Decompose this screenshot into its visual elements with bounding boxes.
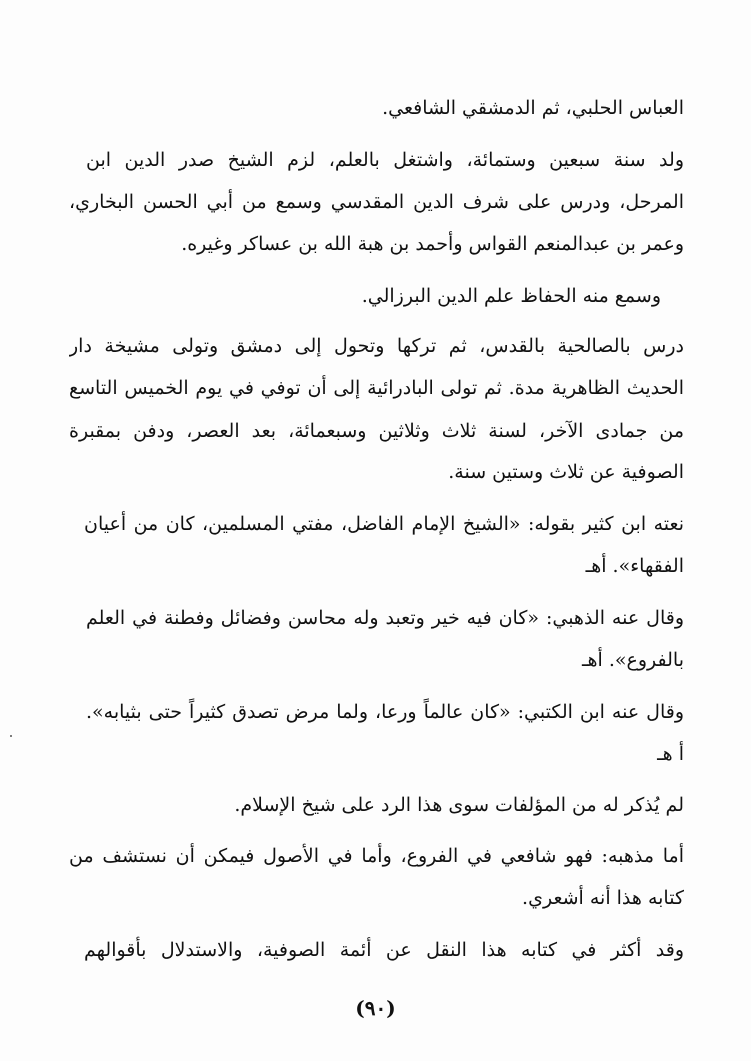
text-line-19: وقد أكثر في كتابه هذا النقل عن أئمة الصوفية، والاستدلال بأقوالهم xyxy=(84,939,684,961)
page-number: (٩٠) xyxy=(355,996,396,1020)
text-line-8: من جمادى الآخر، لسنة ثلاث وثلاثين وسبعمائة، بعد العصر، ودفن بمقبرة xyxy=(69,420,684,442)
text-line-4: وعمر بن عبدالمنعم القواس وأحمد بن هبة الله بن عساكر وغيره. xyxy=(181,233,684,255)
text-line-15: أ هـ xyxy=(657,743,684,765)
text-line-16: لم يُذكر له من المؤلفات سوى هذا الرد على شيخ الإسلام. xyxy=(234,794,684,816)
scan-speck xyxy=(10,735,12,737)
text-line-5: وسمع منه الحفاظ علم الدين البرزالي. xyxy=(361,285,661,307)
text-line-14: وقال عنه ابن الكتبي: «كان عالماً ورعا، ولما مرض تصدق كثيراً حتى بثيابه». xyxy=(86,701,684,723)
text-line-7: الحديث الظاهرية مدة. ثم تولى البادرائية إلى أن توفي في يوم الخميس التاسع xyxy=(69,377,684,399)
text-line-18: كتابه هذا أنه أشعري. xyxy=(522,887,684,909)
text-line-11: الفقهاء». أهـ xyxy=(585,555,684,577)
text-line-1: العباس الحلبي، ثم الدمشقي الشافعي. xyxy=(382,97,684,119)
text-line-17: أما مذهبه: فهو شافعي في الفروع، وأما في الأصول فيمكن أن نستشف من xyxy=(69,845,684,867)
text-line-12: وقال عنه الذهبي: «كان فيه خير وتعبد وله محاسن وفضائل وفطنة في العلم xyxy=(86,607,684,629)
text-line-2: ولد سنة سبعين وستمائة، واشتغل بالعلم، لزم الشيخ صدر الدين ابن xyxy=(86,149,684,171)
text-line-13: بالفروع». أهـ xyxy=(581,649,684,671)
text-line-9: الصوفية عن ثلاث وستين سنة. xyxy=(448,461,684,483)
text-line-3: المرحل، ودرس على شرف الدين المقدسي وسمع من أبي الحسن البخاري، xyxy=(69,191,684,213)
text-line-6: درس بالصالحية بالقدس، ثم تركها وتحول إلى دمشق وتولى مشيخة دار xyxy=(69,335,684,357)
text-line-10: نعته ابن كثير بقوله: «الشيخ الإمام الفاضل، مفتي المسلمين، كان من أعيان xyxy=(84,513,684,535)
